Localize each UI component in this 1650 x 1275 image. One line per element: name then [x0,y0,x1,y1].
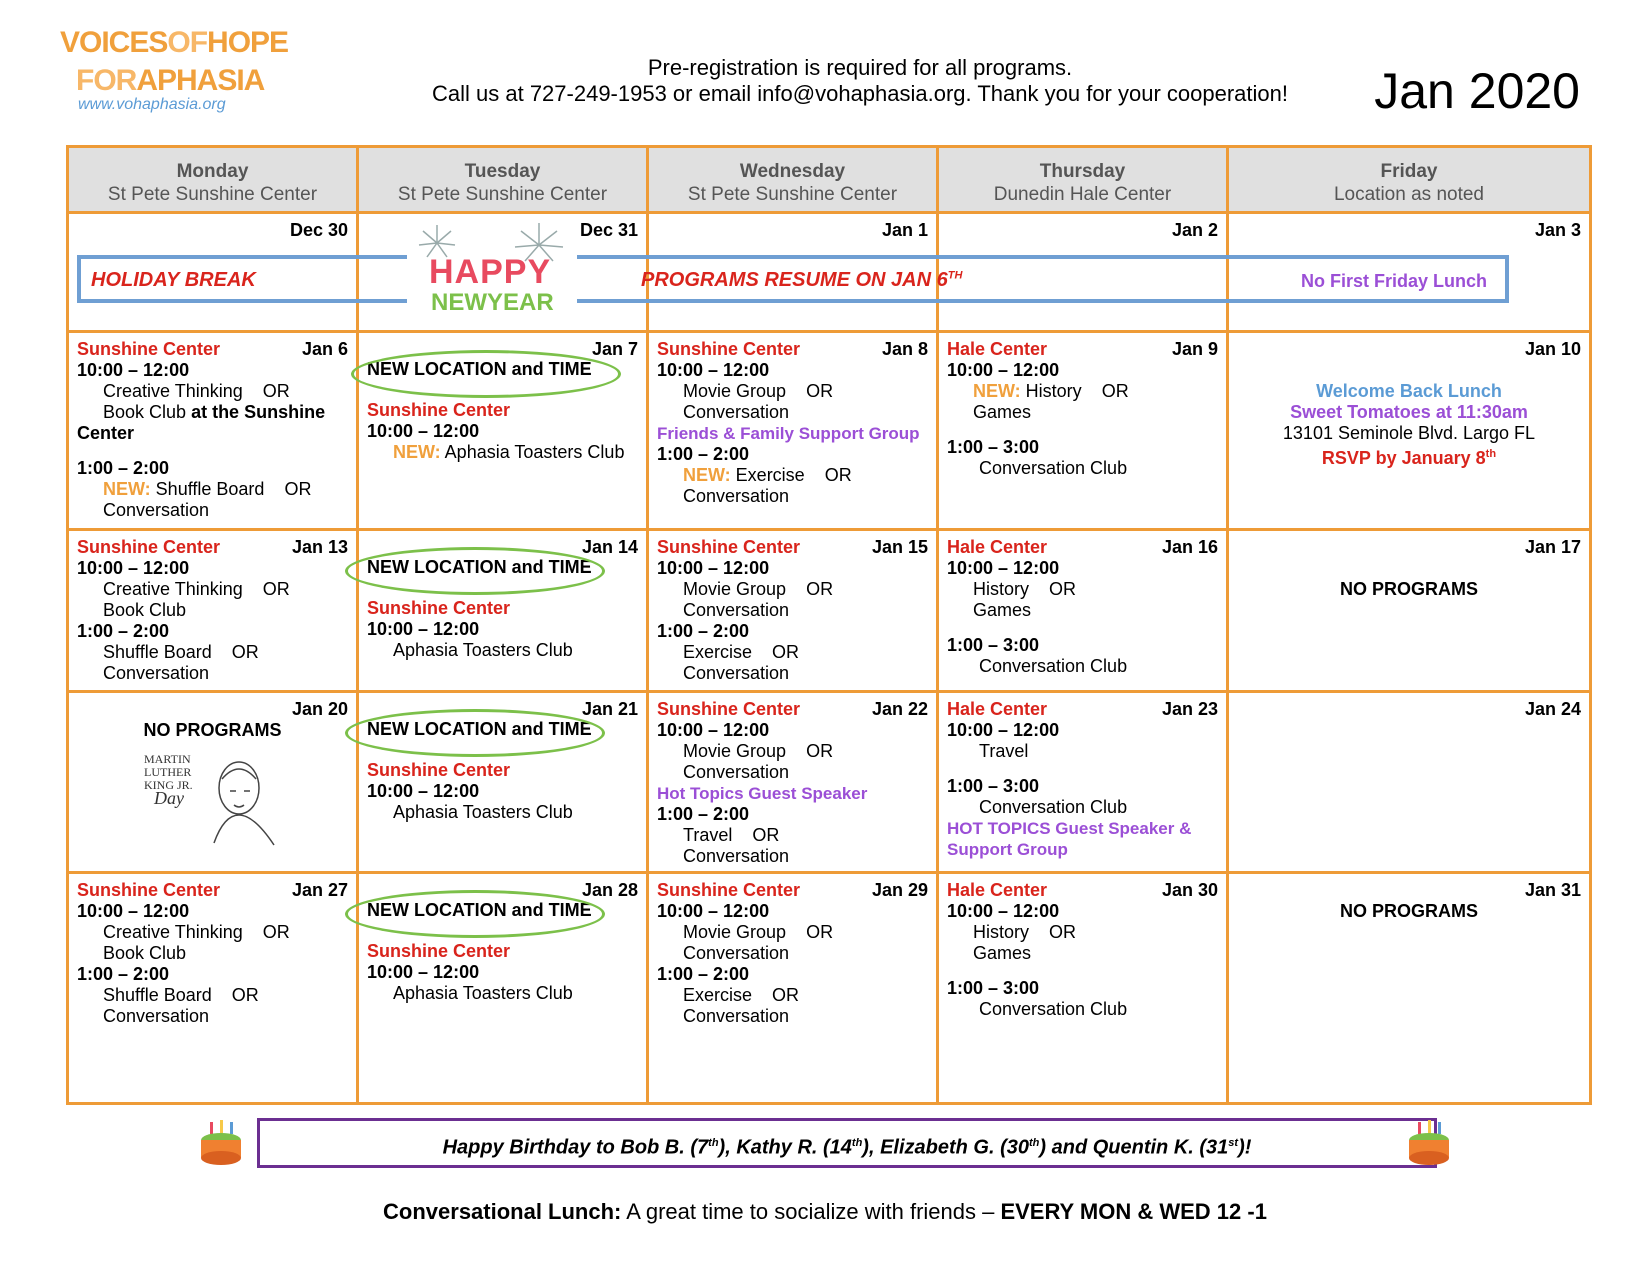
cell-jan23: Jan 23 Hale Center 10:00 – 12:00 Travel 1:00 – 3:00 Conversation Club HOT TOPICS Guest Speaker & Support Group [947,699,1218,859]
cell-jan22: Jan 22 Sunshine Center 10:00 – 12:00 Movie Group OR Conversation Hot Topics Guest Speaker 1:00 – 2:00 Travel OR Conversation [657,699,928,866]
happy-new-year-graphic [407,223,577,323]
cell-jan30: Jan 30 Hale Center 10:00 – 12:00 History OR Games 1:00 – 3:00 Conversation Club [947,880,1218,1019]
highlight-ellipse [351,350,621,398]
cell-dec31: Dec 31 [579,220,638,240]
holiday-banner [77,255,1509,303]
cell-jan8: Jan 8 Sunshine Center 10:00 – 12:00 Movie Group OR Conversation Friends & Family Support Group 1:00 – 2:00 NEW: Exercise OR Conversation [657,339,928,506]
cell-jan28: Jan 28 NEW LOCATION and TIME Sunshine Center 10:00 – 12:00 Aphasia Toasters Club [367,880,638,1003]
holiday-break-label: HOLIDAY BREAK [91,269,256,291]
pre-registration-note: Pre-registration is required for all programs. Call us at 727-249-1953 or email info@vohaphasia.org. Thank you for your cooperation! [432,55,1288,106]
new-year-text: NEWYEAR [431,289,554,316]
highlight-ellipse [345,547,605,595]
header-tuesday: Tuesday St Pete Sunshine Center [359,148,649,214]
no-first-friday-lunch: No First Friday Lunch [1300,271,1487,291]
happy-text: HAPPY [429,253,552,291]
highlight-ellipse [345,890,605,938]
calendar-grid [66,145,1592,1105]
logo [60,28,300,118]
cell-jan15: Jan 15 Sunshine Center 10:00 – 12:00 Movie Group OR Conversation 1:00 – 2:00 Exercise OR Conversation [657,537,928,683]
header-thursday: Thursday Dunedin Hale Center [939,148,1229,214]
cake-icon [1404,1118,1454,1168]
cell-jan17: Jan 17 NO PROGRAMS [1339,537,1581,599]
new-location-notice: NEW LOCATION and TIME [367,900,592,920]
cell-jan16: Jan 16 Hale Center 10:00 – 12:00 History OR Games 1:00 – 3:00 Conversation Club [947,537,1218,676]
cell-jan10: Jan 10 Welcome Back Lunch Sweet Tomatoes at 11:30am 13101 Seminole Blvd. Largo FL RSVP by January 8th [1282,339,1581,468]
cell-jan7: Jan 7 NEW LOCATION and TIME Sunshine Center 10:00 – 12:00 NEW: Aphasia Toasters Club [367,339,638,462]
cell-jan20: Jan 20 NO PROGRAMS MARTIN LUTHER KING JR. Day [69,693,356,871]
cell-jan9: Jan 9 Hale Center 10:00 – 12:00 NEW: History OR Games 1:00 – 3:00 Conversation Club [947,339,1218,478]
new-location-notice: NEW LOCATION and TIME [367,359,592,379]
cell-jan24: Jan 24 [1524,699,1581,719]
cell-jan14: Jan 14 NEW LOCATION and TIME Sunshine Center 10:00 – 12:00 Aphasia Toasters Club [367,537,638,660]
new-location-notice: NEW LOCATION and TIME [367,557,592,577]
month-title: Jan 2020 [1374,63,1580,119]
cell-jan31: Jan 31 NO PROGRAMS [1339,880,1581,921]
cell-dec30: Dec 30 [289,220,348,240]
cell-jan3: Jan 3 [1534,220,1581,240]
logo-url: www.vohaphasia.org [78,96,226,113]
header-wednesday: Wednesday St Pete Sunshine Center [649,148,939,214]
cell-jan1: Jan 1 [881,220,928,240]
cell-jan27: Jan 27 Sunshine Center 10:00 – 12:00 Creative Thinking OR Book Club 1:00 – 2:00 Shuffle Board OR Conversation [77,880,348,1026]
mlk-day-graphic: MARTIN LUTHER KING JR. Day [144,753,284,853]
cell-jan13: Jan 13 Sunshine Center 10:00 – 12:00 Creative Thinking OR Book Club 1:00 – 2:00 Shuffle Board OR Conversation [77,537,348,683]
cell-jan29: Jan 29 Sunshine Center 10:00 – 12:00 Movie Group OR Conversation 1:00 – 2:00 Exercise OR Conversation [657,880,928,1026]
logo-line-voices-of-hope: VOICESOFHOPE [60,26,289,59]
header-friday: Friday Location as noted [1229,148,1589,214]
new-location-notice: NEW LOCATION and TIME [367,719,592,739]
cell-jan21: Jan 21 NEW LOCATION and TIME Sunshine Center 10:00 – 12:00 Aphasia Toasters Club [367,699,638,822]
cake-icon [196,1118,246,1168]
programs-resume-label: PROGRAMS RESUME ON JAN 6TH [641,269,963,291]
header-monday: Monday St Pete Sunshine Center [69,148,359,214]
highlight-ellipse [345,709,605,757]
logo-line-for-aphasia: FORAPHASIA [76,64,265,97]
cell-jan2: Jan 2 [1171,220,1218,240]
birthday-banner: Happy Birthday to Bob B. (7th), Kathy R. (14th), Elizabeth G. (30th) and Quentin K. (31st)! [257,1118,1437,1168]
conversational-lunch-note: Conversational Lunch: A great time to socialize with friends – EVERY MON & WED 12 -1 [383,1199,1267,1224]
cell-jan6: Jan 6 Sunshine Center 10:00 – 12:00 Creative Thinking OR Book Club at the Sunshine Center 1:00 – 2:00 NEW: Shuffle Board OR Conversation [77,339,348,520]
